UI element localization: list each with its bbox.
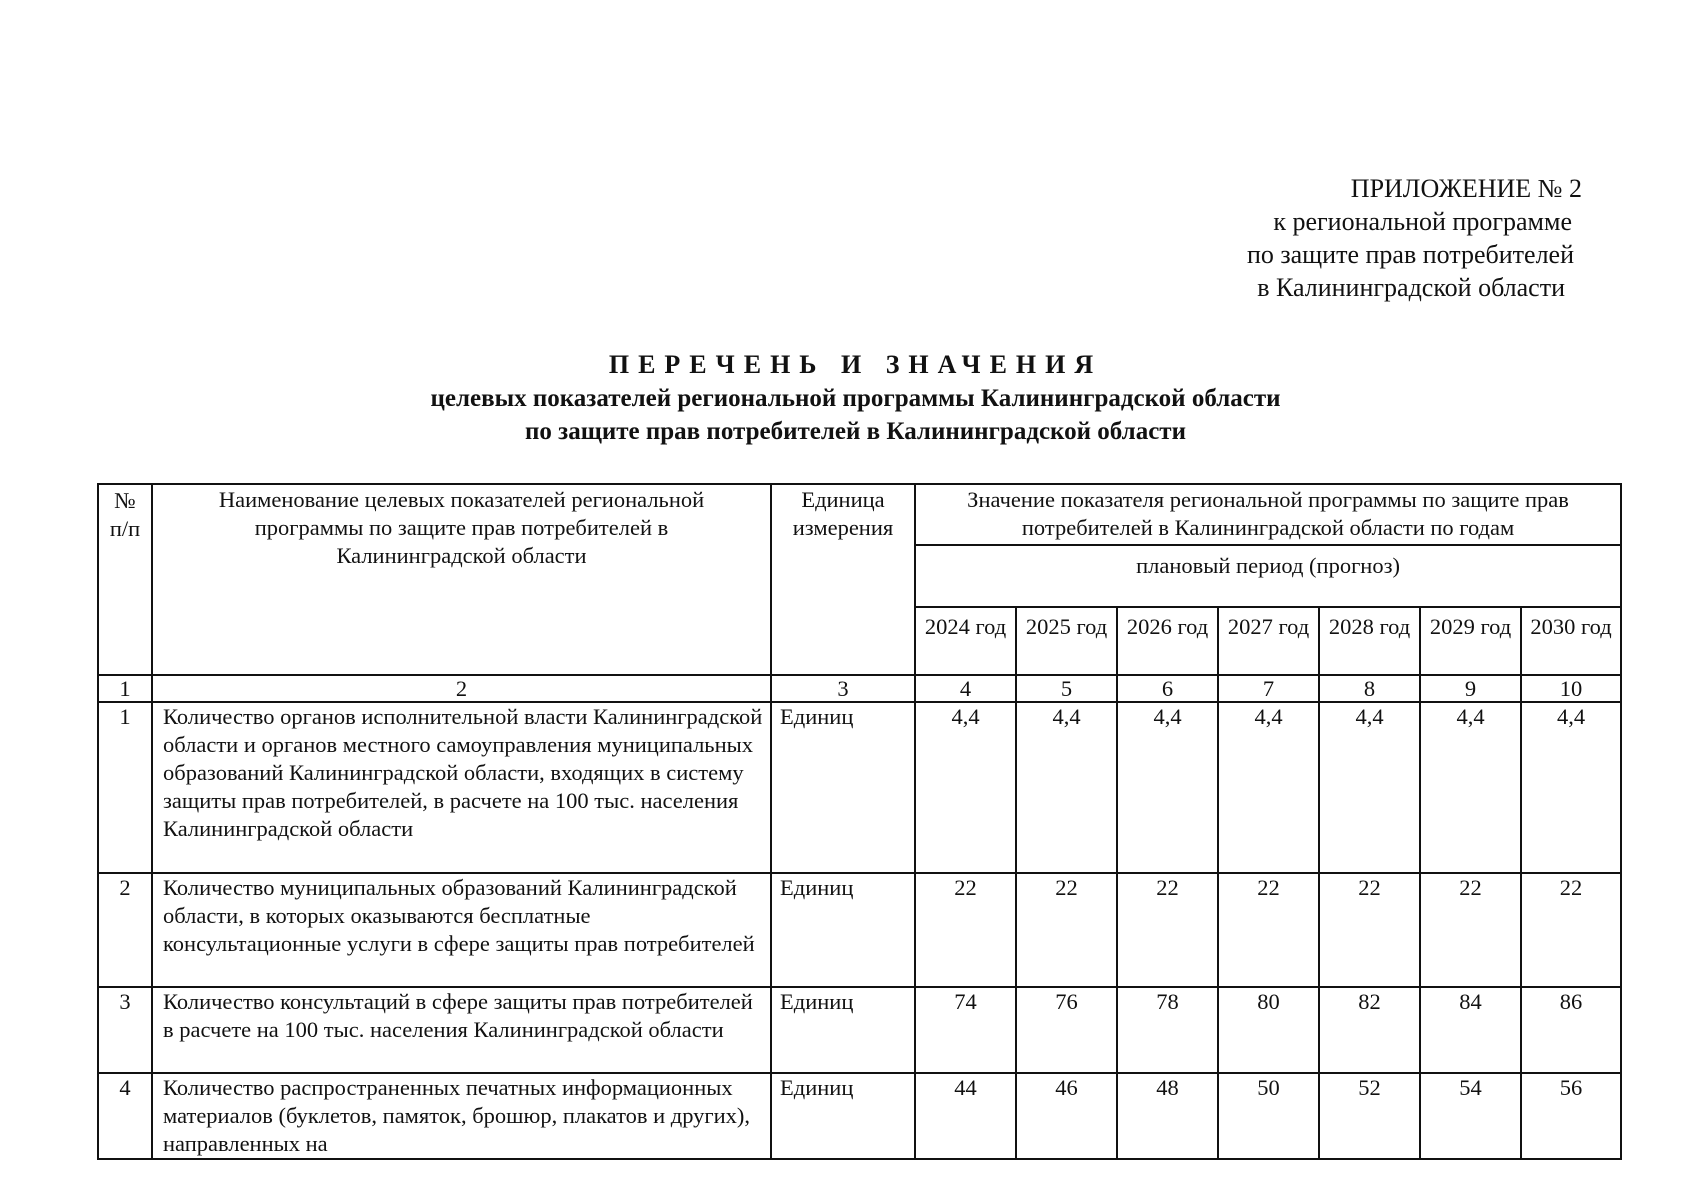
appendix-line-4: в Калининградской области <box>1257 273 1565 302</box>
document-title <box>0 348 1699 448</box>
indicator-name: Количество органов исполнительной власти Калининградской области и органов местного самоуправления муниципальных образований Калининградской области, входящих в систему защиты прав потребителей, в расчете на 100 тыс. населения Калининградской области <box>152 702 771 873</box>
value-2030: 4,4 <box>1521 702 1621 873</box>
appendix-header <box>1040 172 1640 304</box>
table-row <box>98 987 1621 1073</box>
value-2028: 82 <box>1319 987 1420 1073</box>
table-row <box>98 702 1621 873</box>
appendix-number: ПРИЛОЖЕНИЕ № 2 <box>1350 174 1582 203</box>
header-name: Наименование целевых показателей региональной программы по защите прав потребителей в Калининградской области <box>152 484 771 675</box>
year-2030: 2030 год <box>1521 607 1621 675</box>
column-number: 10 <box>1521 675 1621 702</box>
column-number-row <box>98 675 1621 702</box>
header-num: № п/п <box>98 484 152 675</box>
value-2026: 4,4 <box>1117 702 1218 873</box>
column-number: 9 <box>1420 675 1521 702</box>
column-number: 5 <box>1016 675 1117 702</box>
indicator-name-text: Количество распространенных печатных информационных материалов (буклетов, памяток, брошюр, плакатов и других), направленных на <box>163 1075 751 1156</box>
year-2028: 2028 год <box>1319 607 1420 675</box>
indicator-name <box>152 1073 771 1159</box>
column-number: 2 <box>152 675 771 702</box>
value-2027: 80 <box>1218 987 1319 1073</box>
header-row-1 <box>98 484 1621 545</box>
indicators-table <box>97 483 1622 1160</box>
column-number: 8 <box>1319 675 1420 702</box>
header-unit: Единица измерения <box>771 484 915 675</box>
value-2026: 48 <box>1117 1073 1218 1159</box>
year-2027: 2027 год <box>1218 607 1319 675</box>
value-2024: 4,4 <box>915 702 1016 873</box>
value-2027: 4,4 <box>1218 702 1319 873</box>
value-2029: 54 <box>1420 1073 1521 1159</box>
year-2025: 2025 год <box>1016 607 1117 675</box>
column-number: 3 <box>771 675 915 702</box>
value-2030: 56 <box>1521 1073 1621 1159</box>
indicator-unit: Единиц <box>771 1073 915 1159</box>
column-number: 7 <box>1218 675 1319 702</box>
column-number: 6 <box>1117 675 1218 702</box>
value-2027: 22 <box>1218 873 1319 987</box>
value-2030: 86 <box>1521 987 1621 1073</box>
row-number: 2 <box>98 873 152 987</box>
year-2026: 2026 год <box>1117 607 1218 675</box>
title-subtitle-1: целевых показателей региональной программы Калининградской области <box>430 385 1281 412</box>
value-2025: 76 <box>1016 987 1117 1073</box>
value-2025: 46 <box>1016 1073 1117 1159</box>
value-2027: 50 <box>1218 1073 1319 1159</box>
value-2028: 4,4 <box>1319 702 1420 873</box>
indicator-name: Количество муниципальных образований Калининградской области, в которых оказываются бесплатные консультационные услуги в сфере защиты прав потребителей <box>152 873 771 987</box>
column-number: 1 <box>98 675 152 702</box>
title-subtitle-2: по защите прав потребителей в Калининградской области <box>525 418 1186 445</box>
value-2030: 22 <box>1521 873 1621 987</box>
value-2029: 4,4 <box>1420 702 1521 873</box>
value-2026: 78 <box>1117 987 1218 1073</box>
value-2028: 52 <box>1319 1073 1420 1159</box>
value-2026: 22 <box>1117 873 1218 987</box>
row-number: 3 <box>98 987 152 1073</box>
value-2028: 22 <box>1319 873 1420 987</box>
indicator-name: Количество консультаций в сфере защиты прав потребителей в расчете на 100 тыс. населения Калининградской области <box>152 987 771 1073</box>
table-row <box>98 873 1621 987</box>
column-number: 4 <box>915 675 1016 702</box>
title-main: ПЕРЕЧЕНЬ И ЗНАЧЕНИЯ <box>608 350 1103 379</box>
indicator-unit: Единиц <box>771 873 915 987</box>
year-2029: 2029 год <box>1420 607 1521 675</box>
value-2029: 22 <box>1420 873 1521 987</box>
indicator-unit: Единиц <box>771 702 915 873</box>
header-period: плановый период (прогноз) <box>915 545 1621 607</box>
value-2024: 44 <box>915 1073 1016 1159</box>
value-2025: 4,4 <box>1016 702 1117 873</box>
appendix-line-2: к региональной программе <box>1273 207 1572 236</box>
value-2025: 22 <box>1016 873 1117 987</box>
header-values: Значение показателя региональной программы по защите прав потребителей в Калининградской области по годам <box>915 484 1621 545</box>
year-2024: 2024 год <box>915 607 1016 675</box>
value-2024: 22 <box>915 873 1016 987</box>
row-number: 4 <box>98 1073 152 1159</box>
table-row <box>98 1073 1621 1159</box>
appendix-line-3: по защите прав потребителей <box>1246 240 1574 269</box>
row-number: 1 <box>98 702 152 873</box>
indicator-unit: Единиц <box>771 987 915 1073</box>
value-2029: 84 <box>1420 987 1521 1073</box>
value-2024: 74 <box>915 987 1016 1073</box>
